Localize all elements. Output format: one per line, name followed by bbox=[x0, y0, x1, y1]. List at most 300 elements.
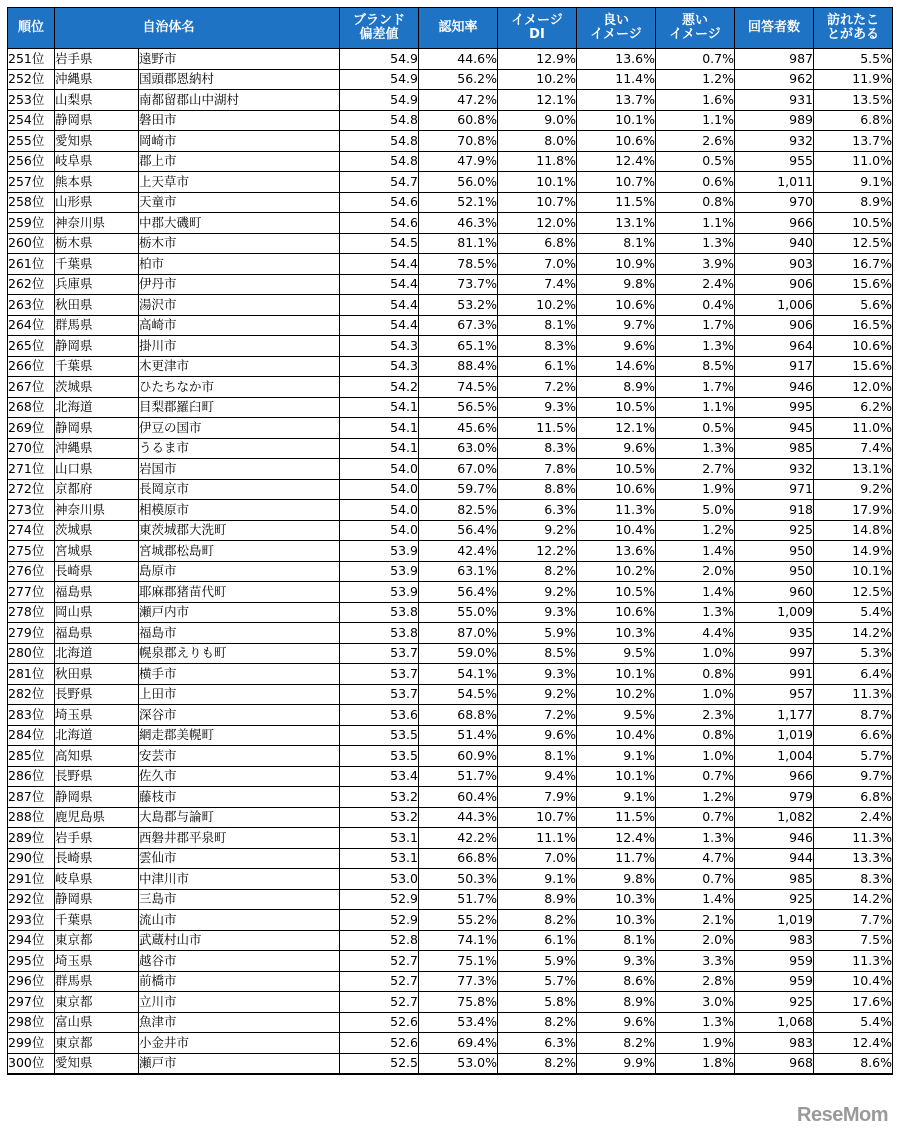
table-row bbox=[8, 971, 893, 992]
awareness-cell: 87.0% bbox=[419, 623, 498, 644]
good-image-cell: 8.9% bbox=[577, 992, 656, 1013]
awareness-cell: 74.5% bbox=[419, 377, 498, 398]
visited-cell: 11.0% bbox=[814, 151, 893, 172]
brand-score-cell: 53.9 bbox=[340, 541, 419, 562]
awareness-cell: 63.0% bbox=[419, 438, 498, 459]
municipality-cell: 南都留郡山中湖村 bbox=[139, 90, 340, 111]
table-row bbox=[8, 438, 893, 459]
header-good-line1: 良い bbox=[602, 13, 629, 28]
respondents-cell: 989 bbox=[735, 110, 814, 131]
respondents-cell: 987 bbox=[735, 49, 814, 70]
municipality-cell: 瀬戸市 bbox=[139, 1053, 340, 1074]
bad-image-cell: 0.5% bbox=[656, 418, 735, 439]
prefecture-cell: 秋田県 bbox=[55, 664, 139, 685]
brand-score-cell: 53.7 bbox=[340, 684, 419, 705]
table-row bbox=[8, 131, 893, 152]
good-image-cell: 10.4% bbox=[577, 520, 656, 541]
prefecture-cell: 熊本県 bbox=[55, 172, 139, 193]
image-di-cell: 7.0% bbox=[498, 254, 577, 275]
prefecture-cell: 長野県 bbox=[55, 766, 139, 787]
visited-cell: 13.7% bbox=[814, 131, 893, 152]
rank-cell: 289位 bbox=[8, 828, 55, 849]
rank-cell: 296位 bbox=[8, 971, 55, 992]
awareness-cell: 67.0% bbox=[419, 459, 498, 480]
brand-score-cell: 53.0 bbox=[340, 869, 419, 890]
rank-cell: 292位 bbox=[8, 889, 55, 910]
good-image-cell: 11.5% bbox=[577, 192, 656, 213]
municipality-cell: 国頭郡恩納村 bbox=[139, 69, 340, 90]
bad-image-cell: 1.2% bbox=[656, 520, 735, 541]
awareness-cell: 53.4% bbox=[419, 1012, 498, 1033]
brand-score-cell: 54.5 bbox=[340, 233, 419, 254]
respondents-cell: 959 bbox=[735, 951, 814, 972]
respondents-cell: 932 bbox=[735, 459, 814, 480]
awareness-cell: 74.1% bbox=[419, 930, 498, 951]
respondents-cell: 925 bbox=[735, 992, 814, 1013]
image-di-cell: 12.0% bbox=[498, 213, 577, 234]
brand-score-cell: 53.8 bbox=[340, 602, 419, 623]
rank-cell: 252位 bbox=[8, 69, 55, 90]
prefecture-cell: 群馬県 bbox=[55, 315, 139, 336]
table-row bbox=[8, 459, 893, 480]
awareness-cell: 75.1% bbox=[419, 951, 498, 972]
good-image-cell: 12.4% bbox=[577, 151, 656, 172]
image-di-cell: 9.6% bbox=[498, 725, 577, 746]
image-di-cell: 10.2% bbox=[498, 69, 577, 90]
good-image-cell: 10.4% bbox=[577, 725, 656, 746]
image-di-cell: 7.2% bbox=[498, 705, 577, 726]
brand-score-cell: 53.9 bbox=[340, 582, 419, 603]
respondents-cell: 1,177 bbox=[735, 705, 814, 726]
respondents-cell: 903 bbox=[735, 254, 814, 275]
good-image-cell: 9.7% bbox=[577, 315, 656, 336]
brand-score-cell: 52.9 bbox=[340, 910, 419, 931]
header-brand-line2: 偏差値 bbox=[359, 27, 399, 42]
rank-cell: 266位 bbox=[8, 356, 55, 377]
municipality-cell: 上天草市 bbox=[139, 172, 340, 193]
image-di-cell: 9.0% bbox=[498, 110, 577, 131]
rank-cell: 267位 bbox=[8, 377, 55, 398]
municipality-cell: 中郡大磯町 bbox=[139, 213, 340, 234]
awareness-cell: 42.2% bbox=[419, 828, 498, 849]
respondents-cell: 979 bbox=[735, 787, 814, 808]
municipality-cell: 三島市 bbox=[139, 889, 340, 910]
municipality-cell: 瀬戸内市 bbox=[139, 602, 340, 623]
visited-cell: 7.7% bbox=[814, 910, 893, 931]
brand-score-cell: 54.1 bbox=[340, 438, 419, 459]
prefecture-cell: 神奈川県 bbox=[55, 213, 139, 234]
respondents-cell: 968 bbox=[735, 1053, 814, 1074]
visited-cell: 5.4% bbox=[814, 602, 893, 623]
respondents-cell: 946 bbox=[735, 828, 814, 849]
respondents-cell: 935 bbox=[735, 623, 814, 644]
visited-cell: 12.5% bbox=[814, 233, 893, 254]
respondents-cell: 966 bbox=[735, 766, 814, 787]
good-image-cell: 9.8% bbox=[577, 869, 656, 890]
table-row bbox=[8, 110, 893, 131]
bad-image-cell: 1.8% bbox=[656, 1053, 735, 1074]
rank-cell: 297位 bbox=[8, 992, 55, 1013]
table-row bbox=[8, 643, 893, 664]
table-row bbox=[8, 992, 893, 1013]
good-image-cell: 10.1% bbox=[577, 664, 656, 685]
bad-image-cell: 0.7% bbox=[656, 869, 735, 890]
header-brand-line1: ブランド bbox=[352, 13, 405, 28]
awareness-cell: 77.3% bbox=[419, 971, 498, 992]
respondents-cell: 1,068 bbox=[735, 1012, 814, 1033]
brand-score-cell: 54.1 bbox=[340, 397, 419, 418]
good-image-cell: 10.6% bbox=[577, 479, 656, 500]
bad-image-cell: 0.8% bbox=[656, 725, 735, 746]
rank-cell: 264位 bbox=[8, 315, 55, 336]
awareness-cell: 55.0% bbox=[419, 602, 498, 623]
respondents-cell: 1,019 bbox=[735, 910, 814, 931]
brand-score-cell: 54.0 bbox=[340, 479, 419, 500]
brand-score-cell: 53.8 bbox=[340, 623, 419, 644]
bad-image-cell: 8.5% bbox=[656, 356, 735, 377]
table-row bbox=[8, 561, 893, 582]
brand-score-cell: 54.9 bbox=[340, 90, 419, 111]
prefecture-cell: 兵庫県 bbox=[55, 274, 139, 295]
image-di-cell: 9.1% bbox=[498, 869, 577, 890]
brand-score-cell: 54.0 bbox=[340, 459, 419, 480]
image-di-cell: 11.1% bbox=[498, 828, 577, 849]
image-di-cell: 7.0% bbox=[498, 848, 577, 869]
rank-cell: 293位 bbox=[8, 910, 55, 931]
awareness-cell: 66.8% bbox=[419, 848, 498, 869]
image-di-cell: 6.1% bbox=[498, 356, 577, 377]
awareness-cell: 44.6% bbox=[419, 49, 498, 70]
prefecture-cell: 千葉県 bbox=[55, 356, 139, 377]
bad-image-cell: 1.1% bbox=[656, 213, 735, 234]
image-di-cell: 9.2% bbox=[498, 582, 577, 603]
bad-image-cell: 0.8% bbox=[656, 192, 735, 213]
awareness-cell: 59.7% bbox=[419, 479, 498, 500]
table-row bbox=[8, 90, 893, 111]
header-awareness: 認知率 bbox=[419, 8, 498, 49]
table-row bbox=[8, 602, 893, 623]
prefecture-cell: 長崎県 bbox=[55, 561, 139, 582]
visited-cell: 14.9% bbox=[814, 541, 893, 562]
brand-score-cell: 52.7 bbox=[340, 992, 419, 1013]
rank-cell: 295位 bbox=[8, 951, 55, 972]
respondents-cell: 991 bbox=[735, 664, 814, 685]
good-image-cell: 13.6% bbox=[577, 541, 656, 562]
visited-cell: 5.3% bbox=[814, 643, 893, 664]
awareness-cell: 51.7% bbox=[419, 766, 498, 787]
rank-cell: 260位 bbox=[8, 233, 55, 254]
good-image-cell: 8.2% bbox=[577, 1033, 656, 1054]
brand-score-cell: 53.1 bbox=[340, 828, 419, 849]
respondents-cell: 932 bbox=[735, 131, 814, 152]
visited-cell: 8.3% bbox=[814, 869, 893, 890]
municipality-cell: 深谷市 bbox=[139, 705, 340, 726]
municipality-cell: 立川市 bbox=[139, 992, 340, 1013]
rank-cell: 275位 bbox=[8, 541, 55, 562]
image-di-cell: 5.7% bbox=[498, 971, 577, 992]
good-image-cell: 10.9% bbox=[577, 254, 656, 275]
bad-image-cell: 2.1% bbox=[656, 910, 735, 931]
bad-image-cell: 2.0% bbox=[656, 930, 735, 951]
good-image-cell: 10.3% bbox=[577, 910, 656, 931]
rank-cell: 268位 bbox=[8, 397, 55, 418]
respondents-cell: 1,011 bbox=[735, 172, 814, 193]
awareness-cell: 54.5% bbox=[419, 684, 498, 705]
prefecture-cell: 秋田県 bbox=[55, 295, 139, 316]
awareness-cell: 60.9% bbox=[419, 746, 498, 767]
header-visited bbox=[814, 8, 893, 49]
visited-cell: 11.3% bbox=[814, 951, 893, 972]
bad-image-cell: 1.4% bbox=[656, 889, 735, 910]
image-di-cell: 8.2% bbox=[498, 1053, 577, 1074]
brand-score-cell: 54.8 bbox=[340, 110, 419, 131]
municipality-cell: 島原市 bbox=[139, 561, 340, 582]
awareness-cell: 50.3% bbox=[419, 869, 498, 890]
rank-cell: 299位 bbox=[8, 1033, 55, 1054]
table-row bbox=[8, 192, 893, 213]
good-image-cell: 9.6% bbox=[577, 438, 656, 459]
image-di-cell: 8.8% bbox=[498, 479, 577, 500]
image-di-cell: 8.0% bbox=[498, 131, 577, 152]
rank-cell: 273位 bbox=[8, 500, 55, 521]
brand-score-cell: 53.2 bbox=[340, 807, 419, 828]
table-row bbox=[8, 664, 893, 685]
bad-image-cell: 0.6% bbox=[656, 172, 735, 193]
prefecture-cell: 東京都 bbox=[55, 930, 139, 951]
visited-cell: 7.4% bbox=[814, 438, 893, 459]
image-di-cell: 8.5% bbox=[498, 643, 577, 664]
prefecture-cell: 鹿児島県 bbox=[55, 807, 139, 828]
awareness-cell: 81.1% bbox=[419, 233, 498, 254]
good-image-cell: 10.5% bbox=[577, 582, 656, 603]
good-image-cell: 10.3% bbox=[577, 889, 656, 910]
prefecture-cell: 岐阜県 bbox=[55, 151, 139, 172]
municipality-cell: 郡上市 bbox=[139, 151, 340, 172]
good-image-cell: 12.1% bbox=[577, 418, 656, 439]
image-di-cell: 5.9% bbox=[498, 951, 577, 972]
brand-score-cell: 52.6 bbox=[340, 1033, 419, 1054]
good-image-cell: 9.1% bbox=[577, 787, 656, 808]
good-image-cell: 9.6% bbox=[577, 1012, 656, 1033]
visited-cell: 9.7% bbox=[814, 766, 893, 787]
image-di-cell: 5.9% bbox=[498, 623, 577, 644]
good-image-cell: 9.8% bbox=[577, 274, 656, 295]
bad-image-cell: 1.0% bbox=[656, 643, 735, 664]
awareness-cell: 53.2% bbox=[419, 295, 498, 316]
image-di-cell: 7.4% bbox=[498, 274, 577, 295]
visited-cell: 6.2% bbox=[814, 397, 893, 418]
municipality-cell: 安芸市 bbox=[139, 746, 340, 767]
visited-cell: 12.0% bbox=[814, 377, 893, 398]
awareness-cell: 47.9% bbox=[419, 151, 498, 172]
rank-cell: 253位 bbox=[8, 90, 55, 111]
brand-score-cell: 53.6 bbox=[340, 705, 419, 726]
bad-image-cell: 0.7% bbox=[656, 766, 735, 787]
good-image-cell: 13.6% bbox=[577, 49, 656, 70]
header-municipality-label: 自治体名 bbox=[142, 20, 195, 35]
prefecture-cell: 高知県 bbox=[55, 746, 139, 767]
prefecture-cell: 山形県 bbox=[55, 192, 139, 213]
table-row bbox=[8, 869, 893, 890]
municipality-cell: 遠野市 bbox=[139, 49, 340, 70]
respondents-cell: 1,019 bbox=[735, 725, 814, 746]
good-image-cell: 11.3% bbox=[577, 500, 656, 521]
awareness-cell: 56.5% bbox=[419, 397, 498, 418]
image-di-cell: 11.8% bbox=[498, 151, 577, 172]
municipality-cell: 中津川市 bbox=[139, 869, 340, 890]
bad-image-cell: 1.4% bbox=[656, 541, 735, 562]
bad-image-cell: 1.4% bbox=[656, 582, 735, 603]
ranking-table bbox=[7, 7, 893, 1075]
rank-cell: 254位 bbox=[8, 110, 55, 131]
visited-cell: 12.5% bbox=[814, 582, 893, 603]
bad-image-cell: 1.3% bbox=[656, 828, 735, 849]
prefecture-cell: 静岡県 bbox=[55, 889, 139, 910]
prefecture-cell: 千葉県 bbox=[55, 254, 139, 275]
prefecture-cell: 沖縄県 bbox=[55, 69, 139, 90]
table-row bbox=[8, 274, 893, 295]
respondents-cell: 985 bbox=[735, 438, 814, 459]
bad-image-cell: 1.6% bbox=[656, 90, 735, 111]
municipality-cell: 岡崎市 bbox=[139, 131, 340, 152]
bad-image-cell: 1.3% bbox=[656, 1012, 735, 1033]
visited-cell: 10.5% bbox=[814, 213, 893, 234]
bad-image-cell: 2.7% bbox=[656, 459, 735, 480]
rank-cell: 251位 bbox=[8, 49, 55, 70]
table-row bbox=[8, 500, 893, 521]
brand-score-cell: 53.9 bbox=[340, 561, 419, 582]
municipality-cell: 長岡京市 bbox=[139, 479, 340, 500]
bad-image-cell: 2.3% bbox=[656, 705, 735, 726]
bad-image-cell: 1.0% bbox=[656, 746, 735, 767]
brand-score-cell: 54.4 bbox=[340, 295, 419, 316]
brand-score-cell: 52.8 bbox=[340, 930, 419, 951]
awareness-cell: 63.1% bbox=[419, 561, 498, 582]
good-image-cell: 8.9% bbox=[577, 377, 656, 398]
image-di-cell: 8.2% bbox=[498, 910, 577, 931]
municipality-cell: 東茨城郡大洗町 bbox=[139, 520, 340, 541]
header-visited-line2: とがある bbox=[826, 27, 879, 42]
brand-score-cell: 54.3 bbox=[340, 336, 419, 357]
municipality-cell: 宮城郡松島町 bbox=[139, 541, 340, 562]
brand-score-cell: 54.6 bbox=[340, 192, 419, 213]
rank-cell: 298位 bbox=[8, 1012, 55, 1033]
rank-cell: 269位 bbox=[8, 418, 55, 439]
header-brand-score bbox=[340, 8, 419, 49]
respondents-cell: 985 bbox=[735, 869, 814, 890]
image-di-cell: 9.2% bbox=[498, 520, 577, 541]
municipality-cell: 柏市 bbox=[139, 254, 340, 275]
prefecture-cell: 神奈川県 bbox=[55, 500, 139, 521]
bad-image-cell: 0.4% bbox=[656, 295, 735, 316]
brand-score-cell: 54.9 bbox=[340, 69, 419, 90]
awareness-cell: 51.4% bbox=[419, 725, 498, 746]
rank-cell: 256位 bbox=[8, 151, 55, 172]
prefecture-cell: 北海道 bbox=[55, 725, 139, 746]
visited-cell: 14.8% bbox=[814, 520, 893, 541]
brand-score-cell: 53.7 bbox=[340, 643, 419, 664]
prefecture-cell: 愛知県 bbox=[55, 131, 139, 152]
header-visited-line1: 訪れたこ bbox=[826, 13, 879, 28]
good-image-cell: 9.1% bbox=[577, 746, 656, 767]
good-image-cell: 11.5% bbox=[577, 807, 656, 828]
respondents-cell: 931 bbox=[735, 90, 814, 111]
rank-cell: 285位 bbox=[8, 746, 55, 767]
rank-cell: 282位 bbox=[8, 684, 55, 705]
good-image-cell: 10.6% bbox=[577, 295, 656, 316]
visited-cell: 9.2% bbox=[814, 479, 893, 500]
respondents-cell: 945 bbox=[735, 418, 814, 439]
prefecture-cell: 静岡県 bbox=[55, 418, 139, 439]
prefecture-cell: 北海道 bbox=[55, 643, 139, 664]
good-image-cell: 14.6% bbox=[577, 356, 656, 377]
brand-score-cell: 54.9 bbox=[340, 49, 419, 70]
table-row bbox=[8, 479, 893, 500]
good-image-cell: 13.1% bbox=[577, 213, 656, 234]
municipality-cell: 流山市 bbox=[139, 910, 340, 931]
bad-image-cell: 3.9% bbox=[656, 254, 735, 275]
table-row bbox=[8, 684, 893, 705]
rank-cell: 280位 bbox=[8, 643, 55, 664]
visited-cell: 12.4% bbox=[814, 1033, 893, 1054]
awareness-cell: 51.7% bbox=[419, 889, 498, 910]
table-row bbox=[8, 254, 893, 275]
visited-cell: 11.0% bbox=[814, 418, 893, 439]
prefecture-cell: 福島県 bbox=[55, 582, 139, 603]
visited-cell: 5.5% bbox=[814, 49, 893, 70]
municipality-cell: うるま市 bbox=[139, 438, 340, 459]
table-row bbox=[8, 377, 893, 398]
image-di-cell: 10.7% bbox=[498, 807, 577, 828]
good-image-cell: 9.6% bbox=[577, 336, 656, 357]
good-image-cell: 11.7% bbox=[577, 848, 656, 869]
awareness-cell: 82.5% bbox=[419, 500, 498, 521]
brand-score-cell: 54.7 bbox=[340, 172, 419, 193]
table-row bbox=[8, 49, 893, 70]
prefecture-cell: 岐阜県 bbox=[55, 869, 139, 890]
visited-cell: 10.6% bbox=[814, 336, 893, 357]
municipality-cell: 越谷市 bbox=[139, 951, 340, 972]
brand-score-cell: 53.2 bbox=[340, 787, 419, 808]
bad-image-cell: 1.2% bbox=[656, 69, 735, 90]
header-bad-line1: 悪い bbox=[681, 13, 708, 28]
table-row bbox=[8, 705, 893, 726]
rank-cell: 257位 bbox=[8, 172, 55, 193]
brand-score-cell: 53.4 bbox=[340, 766, 419, 787]
awareness-cell: 88.4% bbox=[419, 356, 498, 377]
awareness-cell: 69.4% bbox=[419, 1033, 498, 1054]
prefecture-cell: 東京都 bbox=[55, 992, 139, 1013]
table-row bbox=[8, 315, 893, 336]
prefecture-cell: 静岡県 bbox=[55, 110, 139, 131]
respondents-cell: 906 bbox=[735, 315, 814, 336]
image-di-cell: 8.3% bbox=[498, 438, 577, 459]
bad-image-cell: 1.0% bbox=[656, 684, 735, 705]
brand-score-cell: 52.9 bbox=[340, 889, 419, 910]
awareness-cell: 68.8% bbox=[419, 705, 498, 726]
image-di-cell: 6.3% bbox=[498, 500, 577, 521]
table-row bbox=[8, 746, 893, 767]
bad-image-cell: 1.7% bbox=[656, 377, 735, 398]
header-bad-image bbox=[656, 8, 735, 49]
visited-cell: 16.5% bbox=[814, 315, 893, 336]
header-pref-spacer bbox=[55, 8, 139, 49]
brand-score-cell: 54.8 bbox=[340, 151, 419, 172]
good-image-cell: 12.4% bbox=[577, 828, 656, 849]
resemom-logo: ReseMom bbox=[797, 1104, 888, 1126]
visited-cell: 11.3% bbox=[814, 828, 893, 849]
image-di-cell: 7.2% bbox=[498, 377, 577, 398]
